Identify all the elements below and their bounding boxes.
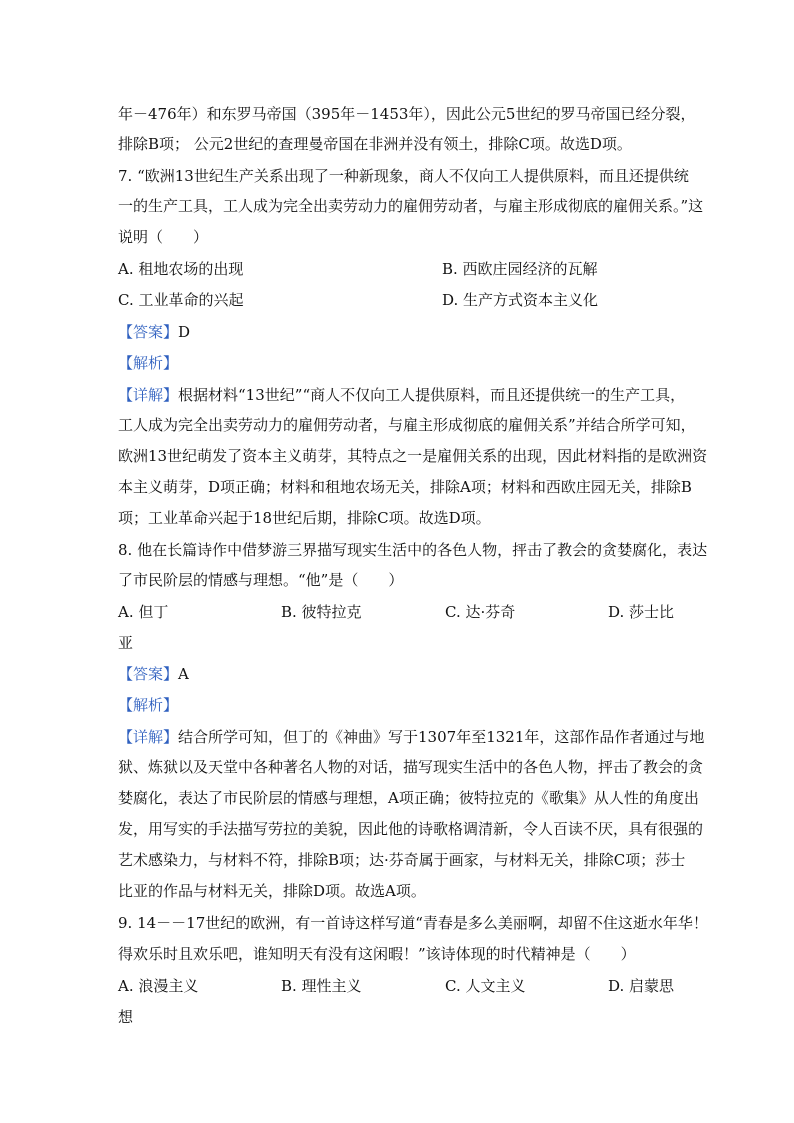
question-9-stem: 得欢乐时且欢乐吧，谁知明天有没有这闲暇！”该诗体现的时代精神是（ ）: [118, 945, 636, 963]
text-line: 想: [118, 1008, 134, 1026]
question-8-stem: 了市民阶层的情感与理想。“他”是（ ）: [118, 571, 404, 589]
option-d: D. 启蒙思: [608, 977, 675, 995]
option-b: B. 彼特拉克: [281, 603, 362, 621]
detail-tag: 【详解】: [118, 386, 179, 404]
text-line: 比亚的作品与材料无关，排除D项。故选A项。: [118, 882, 426, 900]
option-d: D. 莎士比: [608, 603, 675, 621]
question-7-stem: 一的生产工具，工人成为完全出卖劳动力的雇佣劳动者，与雇主形成彻底的雇佣关系。”这: [118, 197, 704, 215]
text-line: 狱、炼狱以及天堂中各种著名人物的对话，描写现实生活中的各色人物，抨击了教会的贪: [118, 758, 704, 776]
question-7-stem: 7. “欧洲13世纪生产关系出现了一种新现象，商人不仅向工人提供原料，而且还提供统: [118, 167, 689, 185]
answer-line: [118, 664, 688, 684]
analysis-line: [118, 353, 688, 373]
text-line: 年－476年）和东罗马帝国（395年－1453年），因此公元5世纪的罗马帝国已经分裂，: [118, 105, 696, 123]
text-line: 艺术感染力，与材料不符，排除B项；达·芬奇属于画家，与材料无关，排除C项；莎士: [118, 851, 686, 869]
answer-value: D: [178, 323, 191, 341]
option-c: C. 人文主义: [445, 977, 526, 995]
option-a: A. 租地农场的出现: [118, 260, 244, 278]
answer-value: A: [178, 665, 189, 683]
option-b: B. 理性主义: [281, 977, 362, 995]
answer-line: [118, 322, 688, 342]
analysis-line: [118, 695, 688, 715]
text-line: 欧洲13世纪萌发了资本主义萌芽，其特点之一是雇佣关系的出现，因此材料指的是欧洲资: [118, 447, 708, 465]
option-c: C. 达·芬奇: [445, 603, 516, 621]
option-c: C. 工业革命的兴起: [118, 291, 244, 309]
text-line: 婪腐化，表达了市民阶层的情感与理想，A项正确；彼特拉克的《歌集》从人性的角度出: [118, 789, 699, 807]
text-line: 工人成为完全出卖劳动力的雇佣劳动者，与雇主形成彻底的雇佣关系”并结合所学可知，: [118, 416, 696, 434]
text-line: 项；工业革命兴起于18世纪后期，排除C项。故选D项。: [118, 509, 491, 527]
detail-line: [118, 727, 705, 747]
text-line: 发，用写实的手法描写劳拉的美貌，因此他的诗歌格调清新，令人百读不厌，具有很强的: [118, 820, 704, 838]
option-a: A. 浪漫主义: [118, 977, 199, 995]
question-7-stem: 说明（ ）: [118, 228, 209, 246]
analysis-tag: 【解析】: [118, 696, 179, 714]
question-9-stem: 9. 14－－17世纪的欧洲，有一首诗这样写道“青春是多么美丽啊，却留不住这逝水年华！: [118, 914, 708, 932]
question-8-stem: 8. 他在长篇诗作中借梦游三界描写现实生活中的各色人物，抨击了教会的贪婪腐化，表达: [118, 541, 708, 559]
option-d: D. 生产方式资本主义化: [442, 291, 599, 309]
text-line: 排除B项； 公元2世纪的查理曼帝国在非洲并没有领土，排除C项。故选D项。: [118, 135, 632, 153]
option-b: B. 西欧庄园经济的瓦解: [442, 260, 598, 278]
detail-text: 根据材料“13世纪”“商人不仅向工人提供原料，而且还提供统一的生产工具，: [178, 386, 686, 404]
detail-tag: 【详解】: [118, 728, 179, 746]
text-line: 亚: [118, 634, 134, 652]
analysis-tag: 【解析】: [118, 354, 179, 372]
option-a: A. 但丁: [118, 603, 169, 621]
detail-text: 结合所学可知，但丁的《神曲》写于1307年至1321年，这部作品作者通过与地: [178, 728, 705, 746]
answer-tag: 【答案】: [118, 323, 179, 341]
answer-tag: 【答案】: [118, 665, 179, 683]
detail-line: [118, 385, 688, 405]
text-line: 本主义萌芽，D项正确；材料和租地农场无关，排除A项；材料和西欧庄园无关，排除B: [118, 478, 692, 496]
